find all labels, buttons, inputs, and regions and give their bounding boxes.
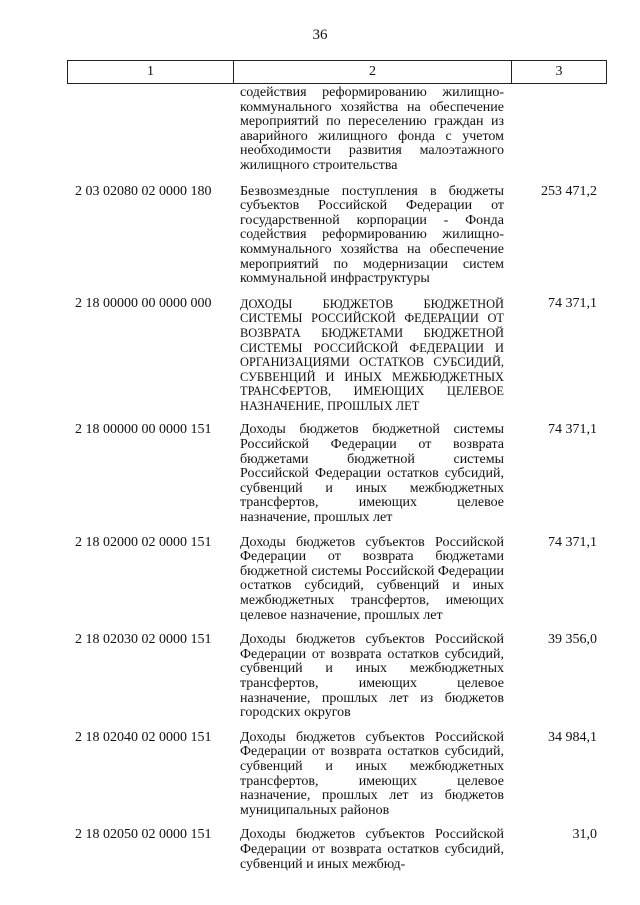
page-number: 36	[312, 27, 328, 43]
row-description: Доходы бюджетов субъектов Российской Федерации от возврата остатков субсидий, субвенций и иных межбюд-	[240, 827, 504, 872]
table-row	[67, 86, 607, 174]
table-header	[67, 60, 607, 84]
row-description: Доходы бюджетов бюджетной системы Российской Федерации от возврата бюджетами бюджетной системы Российской Федерации остатков субсидий, субвенций и иных межбюджетных трансфертов, имеющих целевое назначение, прошлых лет	[240, 422, 504, 526]
table-row	[67, 185, 607, 287]
budget-code: 2 18 02000 02 0000 151	[75, 534, 212, 550]
row-description: содействия реформированию жилищно-коммунального хозяйства на обеспечение мероприятий по переселению граждан из аварийного жилищного фонда с учетом необходимости развития малоэтажного жилищного строительства	[240, 85, 504, 173]
table-row	[67, 828, 607, 872]
header-col-3: 3	[555, 64, 563, 79]
row-description: Безвозмездные поступления в бюджеты субъектов Российской Федерации от государственной корпорации - Фонда содействия реформированию жилищно-коммунального хозяйства на обеспечение мероприятий по модернизации систем коммунальной инфраструктуры	[240, 183, 504, 287]
budget-code: 2 18 00000 00 0000 000	[75, 295, 212, 311]
row-description: Доходы бюджетов субъектов Российской Федерации от возврата бюджетами бюджетной системы Российской Федерации остатков субсидий, субвенций и иных межбюджетных трансфертов, имеющих целевое назначение, прошлых лет	[240, 534, 504, 623]
budget-code: 2 03 02080 02 0000 180	[75, 183, 212, 199]
table-row	[67, 297, 607, 414]
row-amount: 31,0	[572, 827, 597, 843]
row-amount: 253 471,2	[541, 183, 597, 199]
row-amount: 74 371,1	[548, 422, 597, 438]
budget-code: 2 18 00000 00 0000 151	[75, 422, 212, 438]
table-row	[67, 633, 607, 721]
budget-code	[67, 86, 233, 174]
table-body	[67, 86, 607, 882]
table-row	[67, 731, 607, 819]
row-description: Доходы бюджетов субъектов Российской Федерации от возврата остатков субсидий, субвенций и иных межбюджетных трансфертов, имеющих целевое назначение, прошлых лет из бюджетов городских округов	[240, 632, 504, 721]
row-amount: 74 371,1	[548, 295, 597, 311]
header-col-2: 2	[234, 61, 512, 83]
budget-code: 2 18 02050 02 0000 151	[75, 827, 212, 843]
row-description: ДОХОДЫ БЮДЖЕТОВ БЮДЖЕТНОЙ СИСТЕМЫ РОССИЙСКОЙ ФЕДЕРАЦИИ ОТ ВОЗВРАТА БЮДЖЕТАМИ БЮДЖЕТНОЙ СИСТЕМЫ РОССИЙСКОЙ ФЕДЕРАЦИИ И ОРГАНИЗАЦИЯМИ ОСТАТКОВ СУБСИДИЙ, СУБВЕНЦИЙ И ИНЫХ МЕЖБЮДЖЕТНЫХ ТРАНСФЕРТОВ, ИМЕЮЩИХ ЦЕЛЕВОЕ НАЗНАЧЕНИЕ, ПРОШЛЫХ ЛЕТ	[240, 296, 504, 413]
header-col-1: 1	[68, 61, 234, 83]
row-amount: 74 371,1	[548, 534, 597, 550]
row-amount: 34 984,1	[548, 729, 597, 745]
budget-code: 2 18 02030 02 0000 151	[75, 632, 212, 648]
row-amount: 39 356,0	[548, 632, 597, 648]
row-amount	[504, 86, 607, 174]
budget-code: 2 18 02040 02 0000 151	[75, 729, 212, 745]
table-row	[67, 423, 607, 525]
row-description: Доходы бюджетов субъектов Российской Федерации от возврата остатков субсидий, субвенций и иных межбюджетных трансфертов, имеющих целевое назначение, прошлых лет из бюджетов муниципальных районов	[240, 729, 504, 818]
table-row	[67, 536, 607, 624]
